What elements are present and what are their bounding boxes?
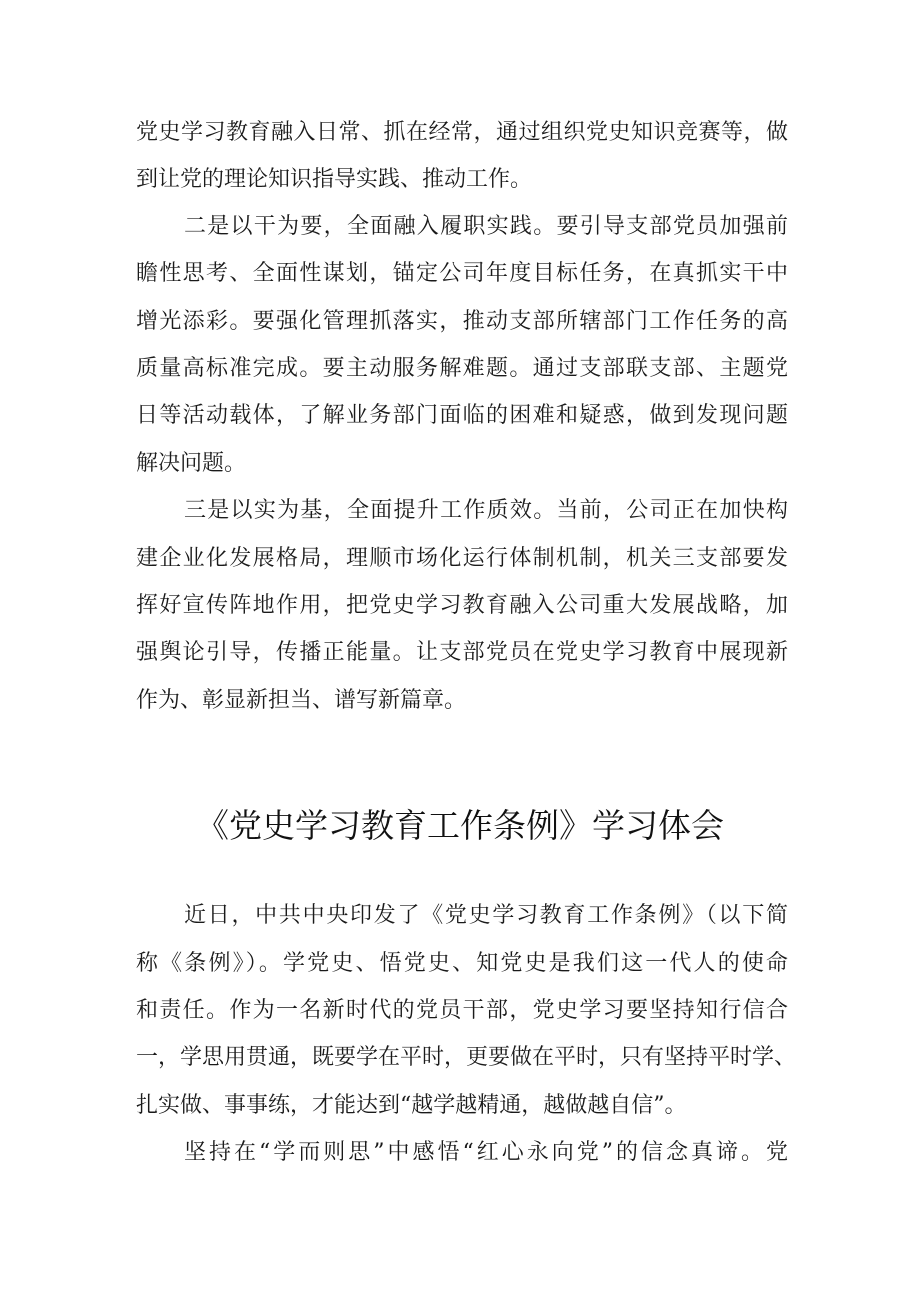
point3-line-5: 作为、彰显新担当、谱写新篇章。 <box>136 688 467 713</box>
section1-line-4: 一，学思用贯通，既要学在平时，更要做在平时，只有坚持平时学、 <box>136 1045 797 1070</box>
intro-line-2: 到让党的理论知识指导实践、推动工作。 <box>136 167 533 192</box>
point2-line-6: 解决问题。 <box>136 451 247 476</box>
intro-line-1: 党史学习教育融入日常、抓在经常，通过组织党史知识竞赛等，做 <box>136 120 788 145</box>
point3-line-4: 强舆论引导，传播正能量。让支部党员在党史学习教育中展现新 <box>136 640 788 665</box>
point2-line-1: 二是以干为要，全面融入履职实践。要引导支部党员加强前 <box>184 214 788 239</box>
point3-line-2: 建企业化发展格局，理顺市场化运行体制机制，机关三支部要发 <box>136 546 788 571</box>
point2-line-2: 瞻性思考、全面性谋划，锚定公司年度目标任务，在真抓实干中 <box>136 261 788 286</box>
point3-line-3: 挥好宣传阵地作用，把党史学习教育融入公司重大发展战略，加 <box>136 593 788 618</box>
section1-line-5: 扎实做、事事练，才能达到“越学越精通，越做越自信”。 <box>136 1093 687 1118</box>
section1-line-2: 称《条例》）。学党史、悟党史、知党史是我们这一代人的使命 <box>136 951 788 976</box>
point2-line-3: 增光添彩。要强化管理抓落实，推动支部所辖部门工作任务的高 <box>136 309 788 334</box>
section1-line-1: 近日，中共中央印发了《党史学习教育工作条例》（以下简 <box>184 903 788 928</box>
point2-line-4: 质量高标准完成。要主动服务解难题。通过支部联支部、主题党 <box>136 356 788 381</box>
point3-line-1: 三是以实为基，全面提升工作质效。当前，公司正在加快构 <box>184 498 788 523</box>
section1-line-3: 和责任。作为一名新时代的党员干部，党史学习要坚持知行信合 <box>136 998 788 1023</box>
article-title: 《党史学习教育工作条例》学习体会 <box>196 806 724 845</box>
section2-line-1: 坚持在“学而则思”中感悟“红心永向党”的信念真谛。党 <box>184 1140 788 1165</box>
point2-line-5: 日等活动载体，了解业务部门面临的困难和疑惑，做到发现问题 <box>136 403 788 428</box>
